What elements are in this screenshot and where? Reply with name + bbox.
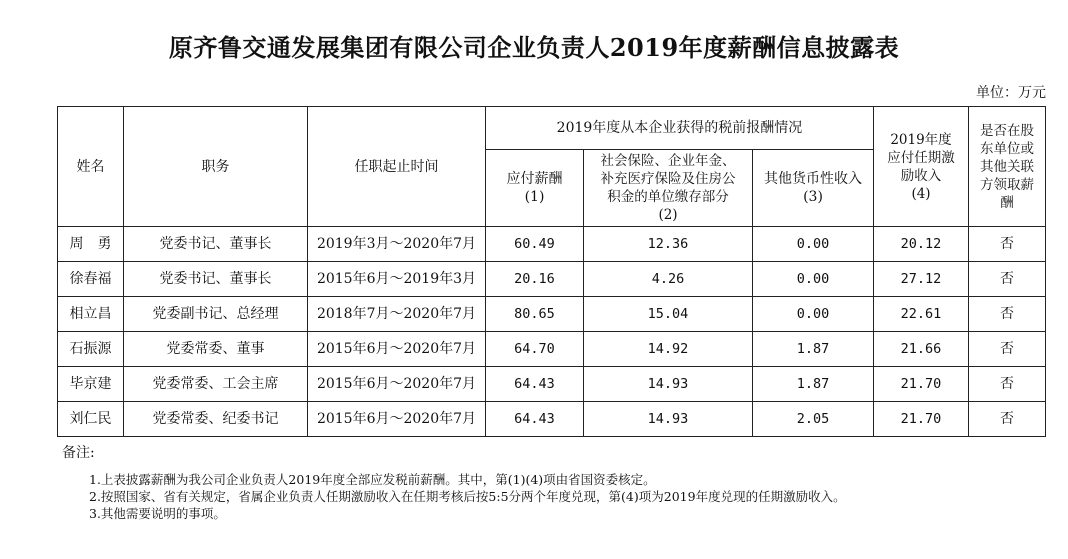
cell-position: 党委副书记、总经理 — [124, 297, 308, 332]
table-row — [58, 402, 1046, 437]
table-row — [58, 227, 1046, 262]
cell-c2: 14.93 — [584, 402, 753, 437]
note-item: 1.上表披露薪酬为我公司企业负责人2019年度全部应发税前薪酬。其中，第(1)(4)项由省国资委核定。 — [89, 472, 656, 487]
cell-position: 党委书记、董事长 — [124, 227, 308, 262]
salary-table — [57, 106, 1046, 437]
cell-c3: 1.87 — [753, 332, 874, 367]
header-name: 姓名 — [58, 107, 124, 227]
cell-c4: 21.66 — [874, 332, 969, 367]
cell-c1: 60.49 — [486, 227, 584, 262]
cell-name: 毕京建 — [58, 367, 124, 402]
header-group: 2019年度从本企业获得的税前报酬情况 — [486, 107, 874, 150]
cell-c5: 否 — [969, 332, 1046, 367]
cell-term: 2015年6月～2020年7月 — [308, 332, 486, 367]
cell-c5: 否 — [969, 262, 1046, 297]
header-c2: 社会保险、企业年金、 补充医疗保险及住房公 积金的单位缴存部分 (2) — [584, 150, 753, 227]
cell-c3: 0.00 — [753, 262, 874, 297]
table-row — [58, 297, 1046, 332]
header-c4: 2019年度 应付任期激 励收入 (4) — [874, 107, 969, 227]
cell-name: 徐春福 — [58, 262, 124, 297]
cell-position: 党委常委、纪委书记 — [124, 402, 308, 437]
cell-name: 石振源 — [58, 332, 124, 367]
cell-c4: 20.12 — [874, 227, 969, 262]
header-term: 任职起止时间 — [308, 107, 486, 227]
cell-c2: 15.04 — [584, 297, 753, 332]
cell-c1: 64.43 — [486, 402, 584, 437]
cell-c3: 2.05 — [753, 402, 874, 437]
cell-position: 党委常委、工会主席 — [124, 367, 308, 402]
cell-position: 党委常委、董事 — [124, 332, 308, 367]
cell-c2: 12.36 — [584, 227, 753, 262]
cell-c1: 80.65 — [486, 297, 584, 332]
cell-c2: 14.93 — [584, 367, 753, 402]
cell-position: 党委书记、董事长 — [124, 262, 308, 297]
cell-term: 2019年3月～2020年7月 — [308, 227, 486, 262]
note-item: 2.按照国家、省有关规定，省属企业负责人任期激励收入在任期考核后按5:5分两个年度兑现，第(4)项为2019年度兑现的任期激励收入。 — [89, 489, 846, 504]
table-row — [58, 262, 1046, 297]
cell-term: 2015年6月～2020年7月 — [308, 402, 486, 437]
cell-term: 2015年6月～2020年7月 — [308, 367, 486, 402]
note-item: 3.其他需要说明的事项。 — [89, 506, 226, 521]
cell-name: 相立昌 — [58, 297, 124, 332]
header-c5: 是否在股 东单位或 其他关联 方领取薪 酬 — [969, 107, 1046, 227]
cell-c1: 20.16 — [486, 262, 584, 297]
notes — [62, 445, 846, 522]
cell-c4: 27.12 — [874, 262, 969, 297]
cell-name: 周 勇 — [58, 227, 124, 262]
cell-c5: 否 — [969, 402, 1046, 437]
cell-c3: 1.87 — [753, 367, 874, 402]
cell-c5: 否 — [969, 367, 1046, 402]
table-row — [58, 367, 1046, 402]
cell-c4: 21.70 — [874, 402, 969, 437]
cell-name: 刘仁民 — [58, 402, 124, 437]
notes-heading: 备注: — [62, 445, 95, 461]
unit-label: 单位：万元 — [976, 85, 1046, 101]
cell-c5: 否 — [969, 227, 1046, 262]
header-c3: 其他货币性收入 (3) — [753, 150, 874, 227]
cell-c1: 64.43 — [486, 367, 584, 402]
cell-c2: 4.26 — [584, 262, 753, 297]
cell-c1: 64.70 — [486, 332, 584, 367]
page-title: 原齐鲁交通发展集团有限公司企业负责人2019年度薪酬信息披露表 — [168, 33, 900, 62]
cell-c3: 0.00 — [753, 297, 874, 332]
table-row — [58, 332, 1046, 367]
header-c1: 应付薪酬 (1) — [486, 150, 584, 227]
cell-term: 2015年6月～2019年3月 — [308, 262, 486, 297]
cell-term: 2018年7月～2020年7月 — [308, 297, 486, 332]
cell-c5: 否 — [969, 297, 1046, 332]
header-position: 职务 — [124, 107, 308, 227]
cell-c4: 21.70 — [874, 367, 969, 402]
cell-c2: 14.92 — [584, 332, 753, 367]
cell-c4: 22.61 — [874, 297, 969, 332]
cell-c3: 0.00 — [753, 227, 874, 262]
